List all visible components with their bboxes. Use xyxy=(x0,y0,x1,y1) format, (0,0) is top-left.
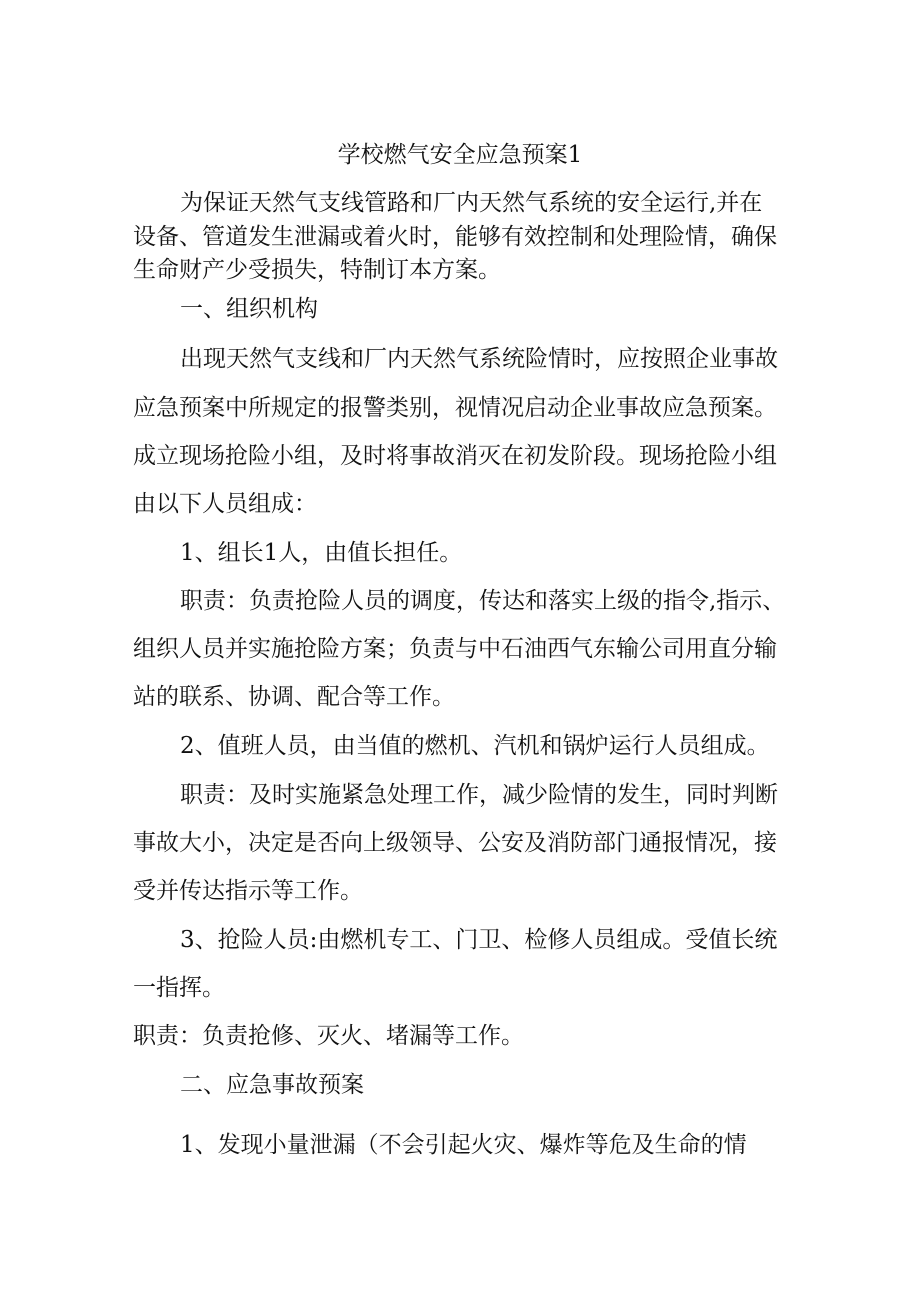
item2-duty-line-2: 事故大小，决定是否向上级领导、公安及消防部门通报情况，接 xyxy=(133,830,777,856)
item-1-leader: 1、组长1人，由值长担任。 xyxy=(180,540,463,566)
section1-line-3: 成立现场抢险小组，及时将事故消灭在初发阶段。现场抢险小组 xyxy=(133,443,777,469)
item2-duty-line-1: 职责：及时实施紧急处理工作，减少险情的发生，同时判断 xyxy=(180,782,778,808)
section1-line-4: 由以下人员组成： xyxy=(133,491,317,517)
section-heading-organization: 一、组织机构 xyxy=(180,296,318,322)
item3-duty: 职责：负责抢修、灭火、堵漏等工作。 xyxy=(133,1023,524,1049)
item1-duty-line-3: 站的联系、协调、配合等工作。 xyxy=(133,684,455,710)
item3-line-2: 一指挥。 xyxy=(133,975,225,1001)
document-title: 学校燃气安全应急预案1 xyxy=(337,142,583,168)
section2-item-1: 1、发现小量泄漏（不会引起火灾、爆炸等危及生命的情 xyxy=(180,1132,747,1158)
item3-line-1: 3、抢险人员:由燃机专工、门卫、检修人员组成。受值长统 xyxy=(180,927,778,953)
intro-line-1: 为保证天然气支线管路和厂内天然气系统的安全运行,并在 xyxy=(180,190,763,216)
section-heading-emergency: 二、应急事故预案 xyxy=(180,1072,364,1098)
item1-duty-line-1: 职责：负责抢险人员的调度，传达和落实上级的指令,指示、 xyxy=(180,588,786,614)
item1-duty-line-2: 组织人员并实施抢险方案；负责与中石油西气东输公司用直分输 xyxy=(133,636,777,662)
item-2-duty-staff: 2、值班人员，由当值的燃机、汽机和锅炉运行人员组成。 xyxy=(180,733,770,759)
intro-line-3: 生命财产少受损失，特制订本方案。 xyxy=(133,257,501,283)
intro-line-2: 设备、管道发生泄漏或着火时，能够有效控制和处理险情，确保 xyxy=(133,224,777,250)
section1-line-1: 出现天然气支线和厂内天然气系统险情时，应按照企业事故 xyxy=(180,346,778,372)
item2-duty-line-3: 受并传达指示等工作。 xyxy=(133,878,363,904)
section1-line-2: 应急预案中所规定的报警类别，视情况启动企业事故应急预案。 xyxy=(133,395,777,421)
